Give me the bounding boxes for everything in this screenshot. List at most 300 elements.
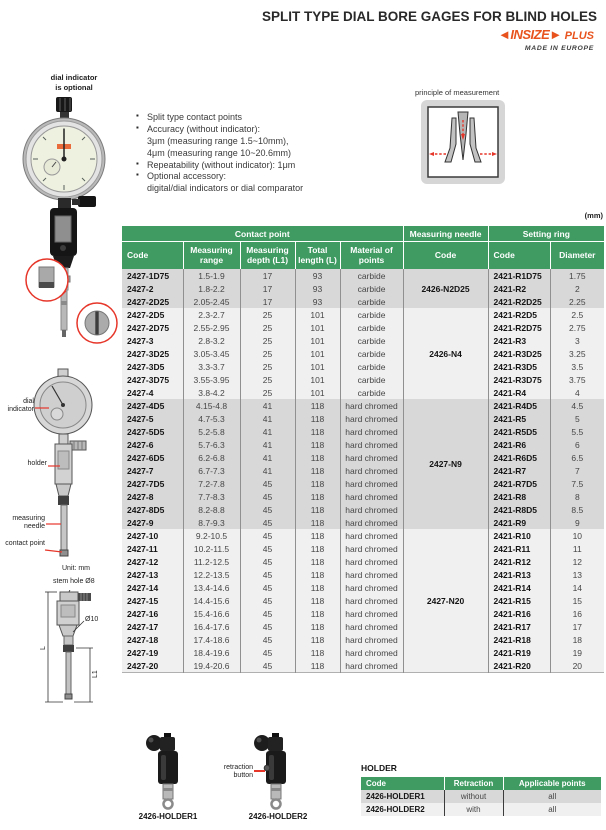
measuring-depth: 45: [240, 529, 295, 542]
measuring-depth: 41: [240, 412, 295, 425]
measuring-depth: 45: [240, 646, 295, 659]
label-holder: holder: [27, 460, 47, 467]
contact-point-code: 2427-14: [122, 581, 183, 594]
setting-ring-code: 2421-R15: [488, 594, 550, 607]
setting-ring-code: 2421-R10: [488, 529, 550, 542]
product-row: [122, 646, 604, 659]
brand-logo: [498, 27, 594, 52]
contact-point-code: 2427-7D5: [122, 477, 183, 490]
setting-ring-code: 2421-R4: [488, 386, 550, 399]
setting-ring-code: 2421-R8: [488, 490, 550, 503]
contact-point-code: 2427-6: [122, 438, 183, 451]
contact-point-code: 2427-4D5: [122, 399, 183, 412]
measuring-range: 10.2-11.5: [183, 542, 240, 555]
measuring-depth: 45: [240, 607, 295, 620]
measuring-depth: 17: [240, 269, 295, 282]
setting-ring-code: 2421-R3D25: [488, 347, 550, 360]
total-length: 101: [295, 334, 340, 347]
measuring-depth: 41: [240, 438, 295, 451]
holder2-label: 2426-HOLDER2: [248, 812, 308, 821]
principle-diagram-image: [421, 100, 505, 184]
ring-diameter: 10: [550, 529, 604, 542]
measuring-range: 3.3-3.7: [183, 360, 240, 373]
optional-note-line1: dial indicator: [50, 73, 98, 82]
col-header-total-length: Total length (L): [295, 242, 340, 270]
total-length: 118: [295, 412, 340, 425]
ring-diameter: 18: [550, 633, 604, 646]
measuring-needle-code: 2426-N2D25: [403, 269, 488, 308]
col-header-diameter: Diameter: [550, 242, 604, 270]
setting-ring-code: 2421-R14: [488, 581, 550, 594]
measuring-depth: 45: [240, 516, 295, 529]
feature-item: ▪ Optional accessory:: [136, 171, 411, 183]
stem-hole-note: stem hole Ø8: [53, 578, 95, 585]
product-row: [122, 555, 604, 568]
ring-diameter: 13: [550, 568, 604, 581]
retraction-button: [264, 765, 270, 771]
setting-ring-code: 2421-R8D5: [488, 503, 550, 516]
dim-L-label: L: [40, 646, 47, 650]
holder1-image: [138, 733, 198, 811]
product-row: [122, 399, 604, 412]
product-row: [122, 464, 604, 477]
setting-ring-code: 2421-R7D5: [488, 477, 550, 490]
measuring-range: 18.4-19.6: [183, 646, 240, 659]
product-row: [122, 659, 604, 673]
dia10-label: Ø10: [85, 616, 99, 623]
material-of-points: hard chromed: [340, 438, 403, 451]
measuring-range: 16.4-17.6: [183, 620, 240, 633]
contact-point-code: 2427-17: [122, 620, 183, 633]
measuring-depth: 45: [240, 659, 295, 673]
retraction-button-callout: retraction button: [223, 764, 253, 780]
measuring-range: 17.4-18.6: [183, 633, 240, 646]
measuring-depth: 41: [240, 464, 295, 477]
setting-ring-code: 2421-R5: [488, 412, 550, 425]
measuring-range: 9.2-10.5: [183, 529, 240, 542]
ring-diameter: 15: [550, 594, 604, 607]
measuring-range: 4.15-4.8: [183, 399, 240, 412]
material-of-points: carbide: [340, 282, 403, 295]
holder-row: [361, 790, 601, 803]
contact-point-code: 2427-2D5: [122, 308, 183, 321]
holder2-image: [246, 733, 306, 811]
contact-point-code: 2427-20: [122, 659, 183, 673]
measuring-depth: 25: [240, 347, 295, 360]
holder-applicable-points: all: [503, 790, 601, 803]
ring-diameter: 19: [550, 646, 604, 659]
holder-retraction: without: [444, 790, 503, 803]
material-of-points: carbide: [340, 269, 403, 282]
product-row: [122, 334, 604, 347]
measuring-range: 1.8-2.2: [183, 282, 240, 295]
principle-caption: principle of measurement: [415, 88, 500, 97]
product-row: [122, 308, 604, 321]
product-row: [122, 516, 604, 529]
measuring-range: 11.2-12.5: [183, 555, 240, 568]
ring-diameter: 2.5: [550, 308, 604, 321]
feature-item-continued: digital/dial indicators or dial comparator: [147, 183, 304, 194]
material-of-points: hard chromed: [340, 646, 403, 659]
measuring-range: 2.05-2.45: [183, 295, 240, 308]
dim-L1-label: L1: [92, 670, 99, 678]
contact-point-code: 2427-8: [122, 490, 183, 503]
measuring-range: 3.8-4.2: [183, 386, 240, 399]
measuring-depth: 45: [240, 503, 295, 516]
setting-ring-code: 2421-R3: [488, 334, 550, 347]
col-header-ring-code: Code: [488, 242, 550, 270]
setting-ring-code: 2421-R3D75: [488, 373, 550, 386]
contact-point-code: 2427-2: [122, 282, 183, 295]
product-row: [122, 412, 604, 425]
setting-ring-code: 2421-R2D25: [488, 295, 550, 308]
feature-item: ▪ Split type contact points: [136, 112, 411, 124]
contact-point-code: 2427-13: [122, 568, 183, 581]
product-row: [122, 386, 604, 399]
setting-ring-code: 2421-R18: [488, 633, 550, 646]
measuring-depth: 41: [240, 425, 295, 438]
group-header-row: [122, 226, 604, 242]
material-of-points: hard chromed: [340, 516, 403, 529]
group-header-setting-ring: Setting ring: [488, 226, 604, 242]
material-of-points: hard chromed: [340, 542, 403, 555]
product-table: [122, 226, 604, 673]
insize-logo: ◄INSIZE►: [498, 27, 562, 42]
measuring-range: 8.7-9.3: [183, 516, 240, 529]
holder1-label: 2426-HOLDER1: [138, 812, 198, 821]
total-length: 118: [295, 529, 340, 542]
total-length: 118: [295, 555, 340, 568]
total-length: 118: [295, 490, 340, 503]
measuring-range: 6.2-6.8: [183, 451, 240, 464]
measuring-depth: 45: [240, 490, 295, 503]
material-of-points: hard chromed: [340, 412, 403, 425]
ring-diameter: 11: [550, 542, 604, 555]
material-of-points: carbide: [340, 295, 403, 308]
gauge-photo-image: [20, 95, 120, 345]
total-length: 93: [295, 282, 340, 295]
measuring-depth: 17: [240, 295, 295, 308]
measuring-range: 15.4-16.6: [183, 607, 240, 620]
product-row: [122, 295, 604, 308]
contact-point-code: 2427-7: [122, 464, 183, 477]
measuring-depth: 25: [240, 373, 295, 386]
contact-point-code: 2427-3D5: [122, 360, 183, 373]
measuring-needle-code: 2426-N4: [403, 308, 488, 399]
product-row: [122, 542, 604, 555]
material-of-points: hard chromed: [340, 581, 403, 594]
contact-point-code: 2427-4: [122, 386, 183, 399]
label-measuring-needle: measuring needle: [12, 515, 45, 531]
ring-diameter: 14: [550, 581, 604, 594]
product-row: [122, 503, 604, 516]
measuring-range: 2.55-2.95: [183, 321, 240, 334]
product-row: [122, 568, 604, 581]
product-row: [122, 490, 604, 503]
measuring-depth: 25: [240, 386, 295, 399]
total-length: 118: [295, 633, 340, 646]
ring-diameter: 5.5: [550, 425, 604, 438]
product-row: [122, 633, 604, 646]
col-header-measuring-depth: Measuring depth (L1): [240, 242, 295, 270]
ring-diameter: 2: [550, 282, 604, 295]
measuring-range: 7.2-7.8: [183, 477, 240, 490]
setting-ring-code: 2421-R9: [488, 516, 550, 529]
ring-diameter: 7.5: [550, 477, 604, 490]
setting-ring-code: 2421-R12: [488, 555, 550, 568]
contact-point-code: 2427-3: [122, 334, 183, 347]
total-length: 118: [295, 581, 340, 594]
material-of-points: hard chromed: [340, 594, 403, 607]
contact-point-code: 2427-3D75: [122, 373, 183, 386]
label-dial-indicator: dial indicator: [7, 398, 34, 414]
holder-section-title: HOLDER: [361, 763, 397, 773]
total-length: 118: [295, 438, 340, 451]
measuring-range: 4.7-5.3: [183, 412, 240, 425]
holder-col-code: Code: [361, 777, 444, 790]
setting-ring-code: 2421-R3D5: [488, 360, 550, 373]
total-length: 118: [295, 646, 340, 659]
ring-diameter: 6.5: [550, 451, 604, 464]
measuring-depth: 17: [240, 282, 295, 295]
ring-diameter: 17: [550, 620, 604, 633]
material-of-points: carbide: [340, 334, 403, 347]
holder-header-row: [361, 777, 601, 790]
setting-ring-code: 2421-R4D5: [488, 399, 550, 412]
setting-ring-code: 2421-R6D5: [488, 451, 550, 464]
ring-diameter: 4.5: [550, 399, 604, 412]
measuring-needle-code: 2427-N20: [403, 529, 488, 673]
gauge-photo: [20, 95, 120, 345]
total-length: 101: [295, 373, 340, 386]
total-length: 118: [295, 542, 340, 555]
contact-point-code: 2427-15: [122, 594, 183, 607]
ring-diameter: 3.25: [550, 347, 604, 360]
measuring-range: 1.5-1.9: [183, 269, 240, 282]
holder2-photo: [246, 733, 306, 811]
optional-note-line2: is optional: [55, 82, 93, 92]
contact-point-code: 2427-1D75: [122, 269, 183, 282]
ring-diameter: 2.75: [550, 321, 604, 334]
holder-col-retraction: Retraction: [444, 777, 503, 790]
ring-diameter: 6: [550, 438, 604, 451]
ring-diameter: 3.5: [550, 360, 604, 373]
label-contact-point: contact point: [5, 540, 45, 547]
setting-ring-code: 2421-R20: [488, 659, 550, 673]
measuring-range: 19.4-20.6: [183, 659, 240, 673]
measuring-needle-code: 2427-N9: [403, 399, 488, 529]
total-length: 118: [295, 399, 340, 412]
measuring-depth: 45: [240, 542, 295, 555]
measuring-depth: 25: [240, 308, 295, 321]
contact-point-code: 2427-2D75: [122, 321, 183, 334]
total-length: 118: [295, 594, 340, 607]
ring-diameter: 5: [550, 412, 604, 425]
setting-ring-code: 2421-R6: [488, 438, 550, 451]
ring-diameter: 2.25: [550, 295, 604, 308]
total-length: 101: [295, 360, 340, 373]
material-of-points: hard chromed: [340, 607, 403, 620]
setting-ring-code: 2421-R11: [488, 542, 550, 555]
material-of-points: carbide: [340, 386, 403, 399]
product-row: [122, 321, 604, 334]
contact-point-code: 2427-11: [122, 542, 183, 555]
brand-tagline: MADE IN EUROPE: [524, 44, 594, 52]
ring-diameter: 12: [550, 555, 604, 568]
ring-diameter: 20: [550, 659, 604, 673]
ring-diameter: 8.5: [550, 503, 604, 516]
total-length: 118: [295, 425, 340, 438]
material-of-points: hard chromed: [340, 425, 403, 438]
table-unit-note: (mm): [584, 211, 603, 220]
material-of-points: hard chromed: [340, 490, 403, 503]
total-length: 118: [295, 464, 340, 477]
product-row: [122, 438, 604, 451]
material-of-points: hard chromed: [340, 659, 403, 673]
measuring-depth: 45: [240, 555, 295, 568]
product-row: [122, 373, 604, 386]
setting-ring-code: 2421-R1D75: [488, 269, 550, 282]
measuring-range: 2.3-2.7: [183, 308, 240, 321]
setting-ring-code: 2421-R7: [488, 464, 550, 477]
product-row: [122, 282, 604, 295]
setting-ring-code: 2421-R13: [488, 568, 550, 581]
measuring-depth: 25: [240, 360, 295, 373]
unit-mm-note: Unit: mm: [62, 565, 90, 572]
setting-ring-code: 2421-R2: [488, 282, 550, 295]
measuring-depth: 25: [240, 321, 295, 334]
measuring-range: 13.4-14.6: [183, 581, 240, 594]
total-length: 101: [295, 347, 340, 360]
total-length: 118: [295, 477, 340, 490]
total-length: 118: [295, 607, 340, 620]
ring-diameter: 9: [550, 516, 604, 529]
contact-point-code: 2427-3D25: [122, 347, 183, 360]
material-of-points: hard chromed: [340, 464, 403, 477]
col-header-needle-code: Code: [403, 242, 488, 270]
product-row: [122, 269, 604, 282]
contact-point-code: 2427-5D5: [122, 425, 183, 438]
measuring-range: 3.05-3.45: [183, 347, 240, 360]
col-header-measuring-range: Measuring range: [183, 242, 240, 270]
column-header-row: [122, 242, 604, 270]
setting-ring-code: 2421-R2D5: [488, 308, 550, 321]
material-of-points: hard chromed: [340, 451, 403, 464]
measuring-depth: 41: [240, 399, 295, 412]
measuring-depth: 45: [240, 568, 295, 581]
material-of-points: hard chromed: [340, 620, 403, 633]
feature-list: [136, 112, 411, 195]
col-header-material: Material of points: [340, 242, 403, 270]
group-header-contact-point: Contact point: [122, 226, 403, 242]
ring-diameter: 16: [550, 607, 604, 620]
material-of-points: carbide: [340, 321, 403, 334]
product-row: [122, 529, 604, 542]
total-length: 93: [295, 269, 340, 282]
product-row: [122, 347, 604, 360]
setting-ring-code: 2421-R5D5: [488, 425, 550, 438]
contact-point-code: 2427-5: [122, 412, 183, 425]
contact-point-code: 2427-9: [122, 516, 183, 529]
setting-ring-code: 2421-R16: [488, 607, 550, 620]
product-row: [122, 607, 604, 620]
ring-diameter: 1.75: [550, 269, 604, 282]
contact-point-code: 2427-2D25: [122, 295, 183, 308]
total-length: 93: [295, 295, 340, 308]
holder-applicable-points: all: [503, 803, 601, 816]
material-of-points: hard chromed: [340, 633, 403, 646]
ring-diameter: 3.75: [550, 373, 604, 386]
dimension-drawing: [40, 590, 120, 708]
optional-indicator-note: [24, 73, 124, 93]
measuring-depth: 25: [240, 334, 295, 347]
measuring-range: 5.7-6.3: [183, 438, 240, 451]
ring-diameter: 7: [550, 464, 604, 477]
callout-leader-line: [254, 770, 265, 772]
measuring-depth: 45: [240, 581, 295, 594]
contact-point-code: 2427-8D5: [122, 503, 183, 516]
holder-table: [361, 777, 601, 816]
ring-diameter: 8: [550, 490, 604, 503]
material-of-points: carbide: [340, 373, 403, 386]
plus-logo: PLUS: [564, 30, 594, 42]
holder-retraction: with: [444, 803, 503, 816]
holder-row: [361, 803, 601, 816]
measuring-range: 7.7-8.3: [183, 490, 240, 503]
measuring-range: 12.2-13.5: [183, 568, 240, 581]
feature-item-continued: 3μm (measuring range 1.5~10mm),: [147, 135, 289, 146]
measuring-range: 3.55-3.95: [183, 373, 240, 386]
measuring-range: 6.7-7.3: [183, 464, 240, 477]
measuring-depth: 45: [240, 620, 295, 633]
measuring-depth: 45: [240, 633, 295, 646]
product-row: [122, 360, 604, 373]
measuring-range: 8.2-8.8: [183, 503, 240, 516]
total-length: 101: [295, 321, 340, 334]
product-row: [122, 425, 604, 438]
product-row: [122, 477, 604, 490]
measuring-range: 5.2-5.8: [183, 425, 240, 438]
holder1-photo: [138, 733, 198, 811]
ring-diameter: 3: [550, 334, 604, 347]
total-length: 118: [295, 659, 340, 673]
material-of-points: hard chromed: [340, 529, 403, 542]
total-length: 118: [295, 516, 340, 529]
holder-code: 2426-HOLDER2: [361, 803, 444, 816]
material-of-points: carbide: [340, 347, 403, 360]
material-of-points: hard chromed: [340, 568, 403, 581]
holder-col-applicable: Applicable points: [503, 777, 601, 790]
holder-code: 2426-HOLDER1: [361, 790, 444, 803]
setting-ring-code: 2421-R19: [488, 646, 550, 659]
product-row: [122, 620, 604, 633]
col-header-code: Code: [122, 242, 183, 270]
material-of-points: carbide: [340, 360, 403, 373]
ring-diameter: 4: [550, 386, 604, 399]
product-row: [122, 451, 604, 464]
contact-point-code: 2427-10: [122, 529, 183, 542]
total-length: 101: [295, 308, 340, 321]
material-of-points: hard chromed: [340, 503, 403, 516]
setting-ring-code: 2421-R17: [488, 620, 550, 633]
measuring-depth: 41: [240, 451, 295, 464]
total-length: 118: [295, 568, 340, 581]
measuring-depth: 45: [240, 477, 295, 490]
dimension-drawing-image: [40, 590, 120, 708]
material-of-points: hard chromed: [340, 399, 403, 412]
contact-point-code: 2427-12: [122, 555, 183, 568]
material-of-points: hard chromed: [340, 477, 403, 490]
